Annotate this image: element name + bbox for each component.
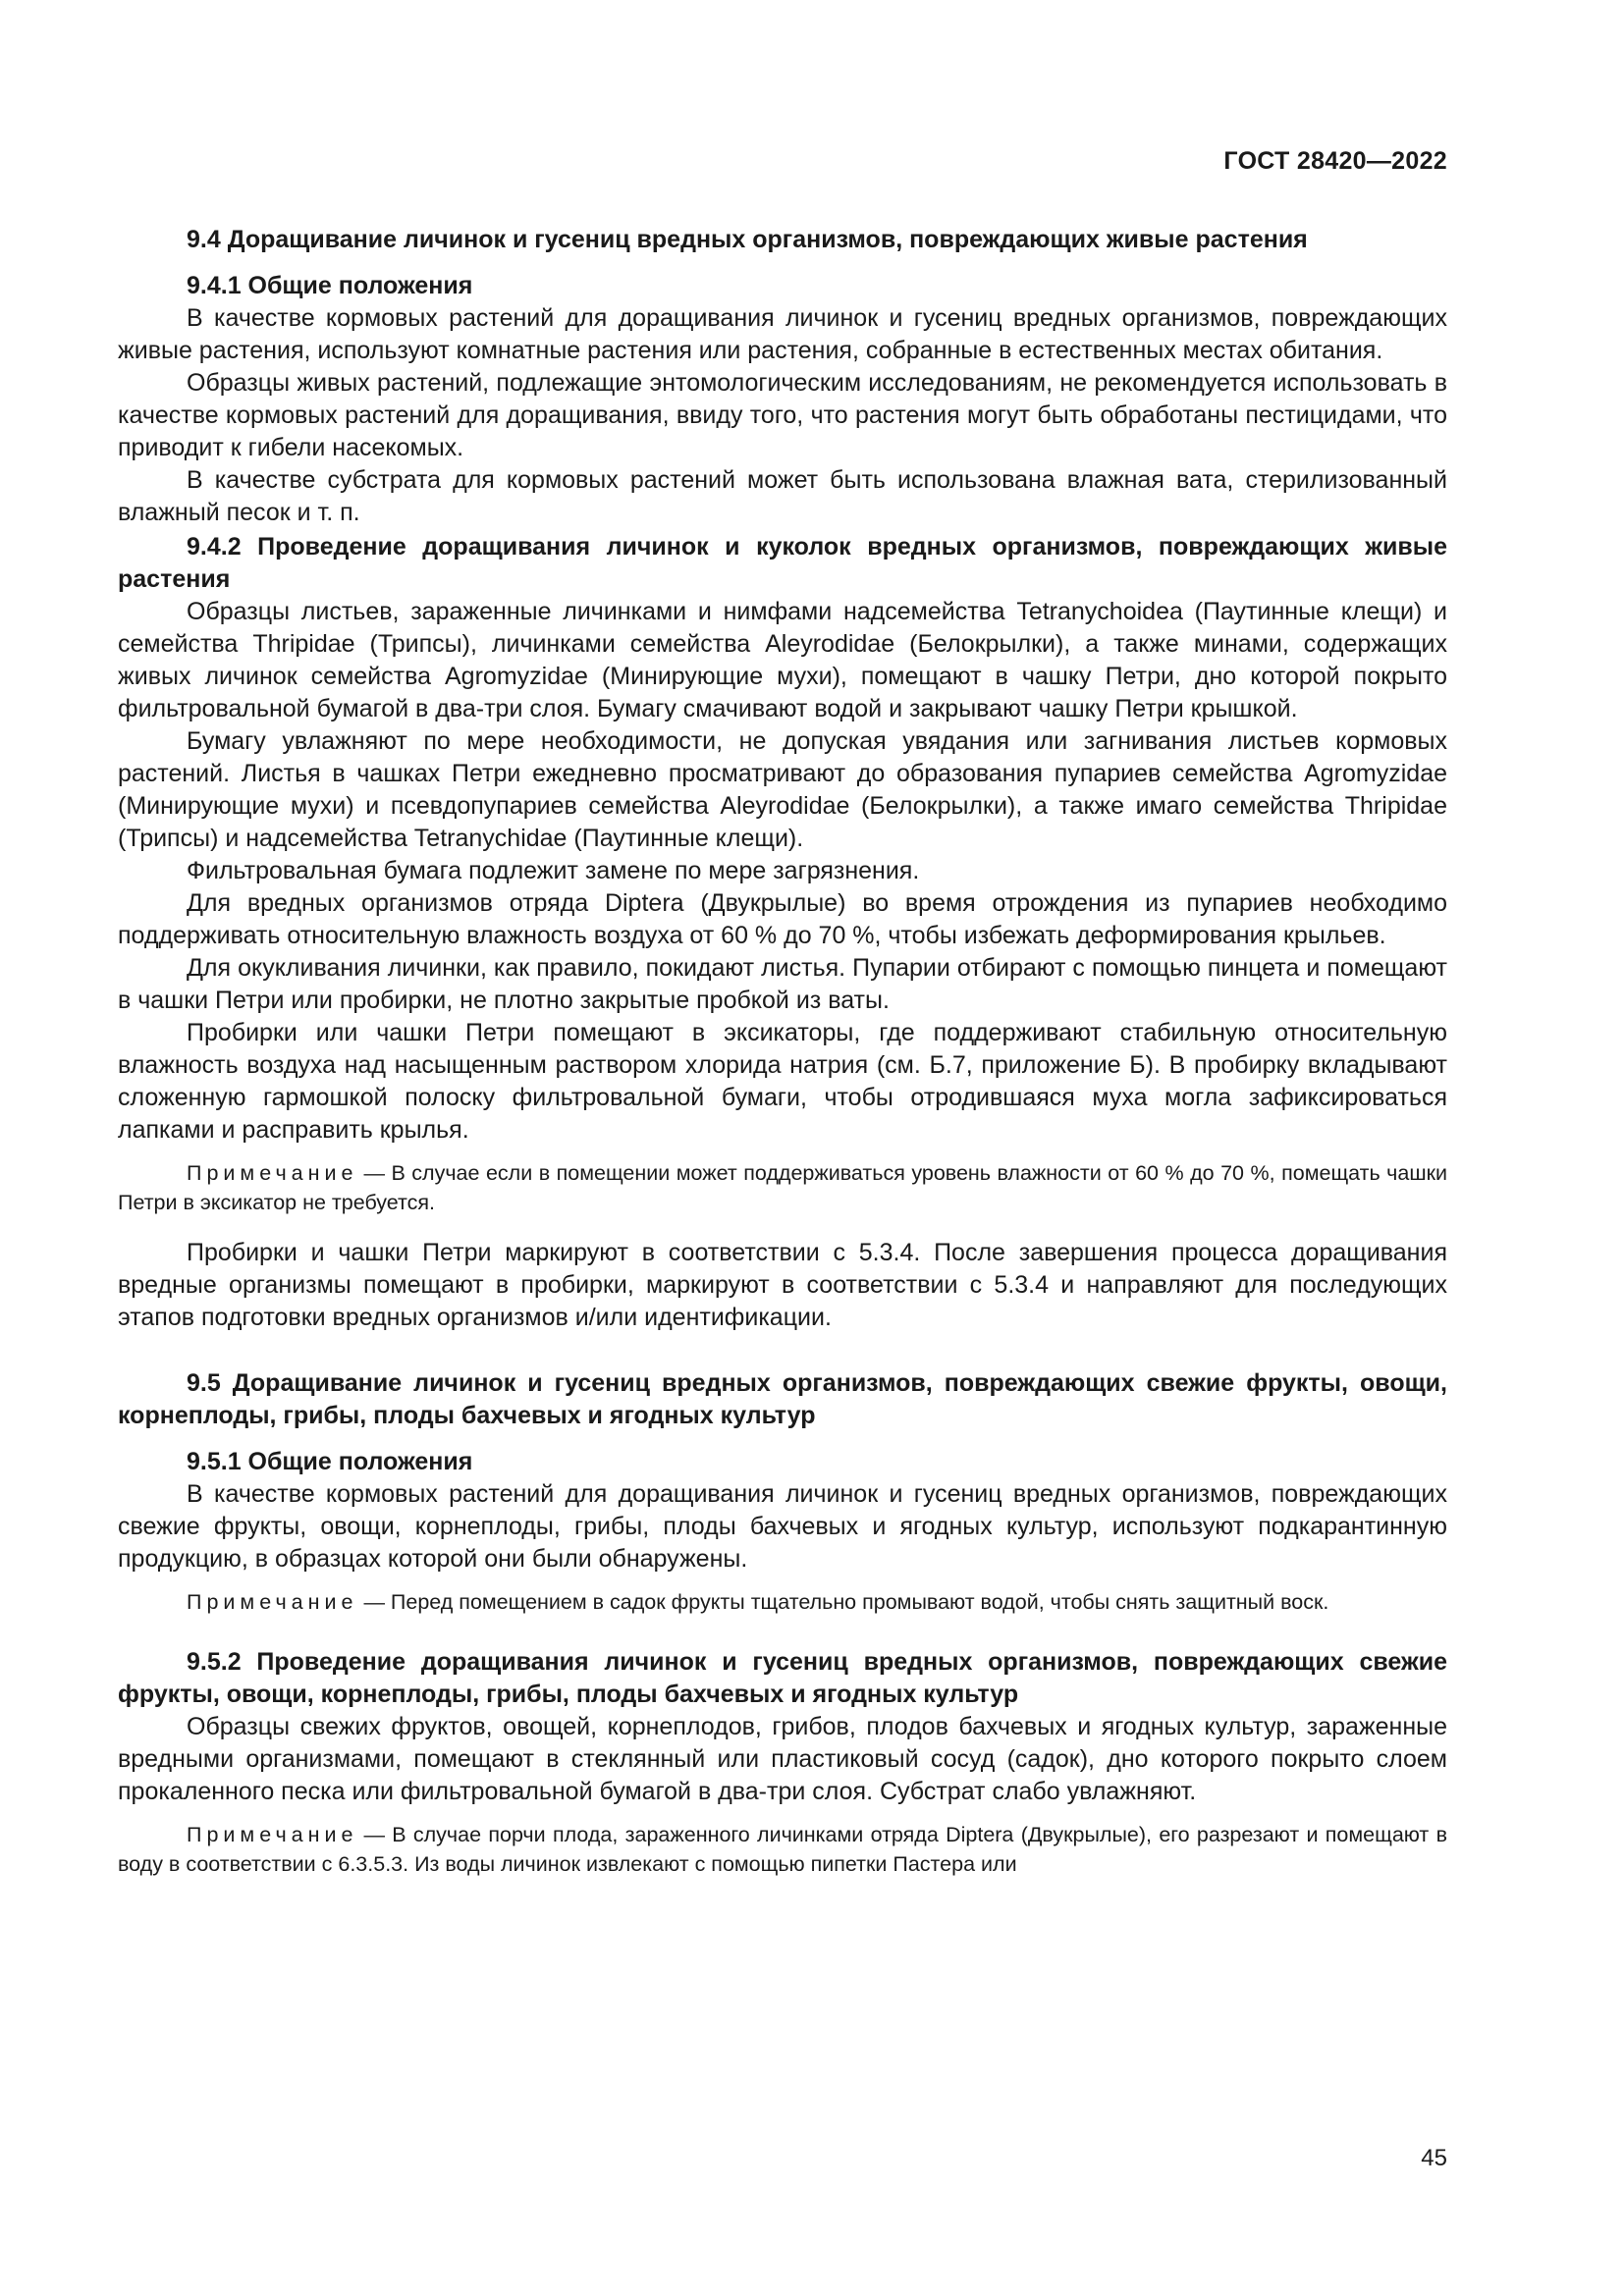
subsection-9-4-2-title: 9.4.2 Проведение доращивания личинок и куколок вредных организмов, повреждающих живые растения xyxy=(118,533,1447,593)
paragraph: Пробирки и чашки Петри маркируют в соответствии с 5.3.4. После завершения процесса доращивания вредные организмы помещают в пробирки, маркируют в соответствии с 5.3.4 и направляют для последующих этапов подготовки вредных организмов и/или идентификации. xyxy=(118,1239,1447,1331)
paragraph: Для окукливания личинки, как правило, покидают листья. Пупарии отбирают с помощью пинцета и помещают в чашки Петри или пробирки, не плотно закрытые пробкой из ваты. xyxy=(118,954,1447,1014)
note-label: Примечание xyxy=(187,1823,358,1846)
paragraph: Фильтровальная бумага подлежит замене по мере загрязнения. xyxy=(187,857,920,884)
section-9-5-title: 9.5 Доращивание личинок и гусениц вредных организмов, повреждающих свежие фрукты, овощи, корнеплоды, грибы, плоды бахчевых и ягодных культур xyxy=(118,1369,1447,1429)
paragraph: В качестве субстрата для кормовых растений может быть использована влажная вата, стерилизованный влажный песок и т. п. xyxy=(118,466,1447,526)
note xyxy=(118,1587,1447,1617)
paragraph: Образцы свежих фруктов, овощей, корнеплодов, грибов, плодов бахчевых и ягодных культур, зараженные вредными организмами, помещают в стеклянный или пластиковый сосуд (садок), дно которого покрыто слоем прокаленного песка или фильтровальной бумагой в два-три слоя. Субстрат слабо увлажняют. xyxy=(118,1713,1447,1805)
document-body xyxy=(118,224,1447,1898)
paragraph: Пробирки или чашки Петри помещают в эксикаторы, где поддерживают стабильную относительную влажность воздуха над насыщенным раствором хлорида натрия (см. Б.7, приложение Б). В пробирку вкладывают сложенную гармошкой полоску фильтровальной бумаги, чтобы отродившаяся муха могла зафиксироваться лапками и расправить крылья. xyxy=(118,1019,1447,1144)
section-9-4-title: 9.4 Доращивание личинок и гусениц вредных организмов, повреждающих живые растения xyxy=(187,226,1308,253)
paragraph: Для вредных организмов отряда Diptera (Двукрылые) во время отрождения из пупариев необходимо поддерживать относительную влажность воздуха от 60 % до 70 %, чтобы избежать деформирования крыльев. xyxy=(118,889,1447,949)
paragraph: В качестве кормовых растений для доращивания личинок и гусениц вредных организмов, повреждающих свежие фрукты, овощи, корнеплоды, грибы, плоды бахчевых и ягодных культур, используют подкарантинную продукцию, в образцах которой они были обнаружены. xyxy=(118,1480,1447,1573)
subsection-9-4-1-title: 9.4.1 Общие положения xyxy=(187,272,473,299)
paragraph: В качестве кормовых растений для доращивания личинок и гусениц вредных организмов, повреждающих живые растения, используют комнатные растения или растения, собранные в естественных местах обитания. xyxy=(118,304,1447,364)
subsection-9-5-1-title: 9.5.1 Общие положения xyxy=(187,1448,473,1475)
page-number: 45 xyxy=(1421,2145,1447,2171)
note-text: — В случае порчи плода, зараженного личинками отряда Diptera (Двукрылые), его разрезают и помещают в воду в соответствии с 6.3.5.3. Из воды личинок извлекают с помощью пипетки Пастера или xyxy=(118,1823,1447,1876)
note xyxy=(118,1158,1447,1217)
note-text: — Перед помещением в садок фрукты тщательно промывают водой, чтобы снять защитный воск. xyxy=(363,1590,1329,1614)
note-label: Примечание xyxy=(187,1161,358,1185)
note xyxy=(118,1820,1447,1879)
note-text: — В случае если в помещении может поддерживаться уровень влажности от 60 % до 70 %, помещать чашки Петри в эксикатор не требуется. xyxy=(118,1161,1447,1214)
paragraph: Бумагу увлажняют по мере необходимости, не допуская увядания или загнивания листьев кормовых растений. Листья в чашках Петри ежедневно просматривают до образования пупариев семейства Agromyzidae (Минирующие мухи) и псевдопупариев семейства Aleyrodidae (Белокрылки), а также имаго семейства Thripidae (Трипсы) и надсемейства Tetranychidae (Паутинные клещи). xyxy=(118,727,1447,852)
document-code: ГОСТ 28420—2022 xyxy=(1223,147,1447,175)
subsection-9-5-2-title: 9.5.2 Проведение доращивания личинок и гусениц вредных организмов, повреждающих свежие фрукты, овощи, корнеплоды, грибы, плоды бахчевых и ягодных культур xyxy=(118,1648,1447,1708)
paragraph: Образцы живых растений, подлежащие энтомологическим исследованиям, не рекомендуется использовать в качестве кормовых растений для доращивания, ввиду того, что растения могут быть обработаны пестицидами, что приводит к гибели насекомых. xyxy=(118,369,1447,461)
paragraph: Образцы листьев, зараженные личинками и нимфами надсемейства Tetranychoidea (Паутинные клещи) и семейства Thripidae (Трипсы), личинками семейства Aleyrodidae (Белокрылки), а также минами, содержащих живых личинок семейства Agromyzidae (Минирующие мухи), помещают в чашку Петри, дно которой покрыто фильтровальной бумагой в два-три слоя. Бумагу смачивают водой и закрывают чашку Петри крышкой. xyxy=(118,598,1447,722)
note-label: Примечание xyxy=(187,1590,358,1614)
